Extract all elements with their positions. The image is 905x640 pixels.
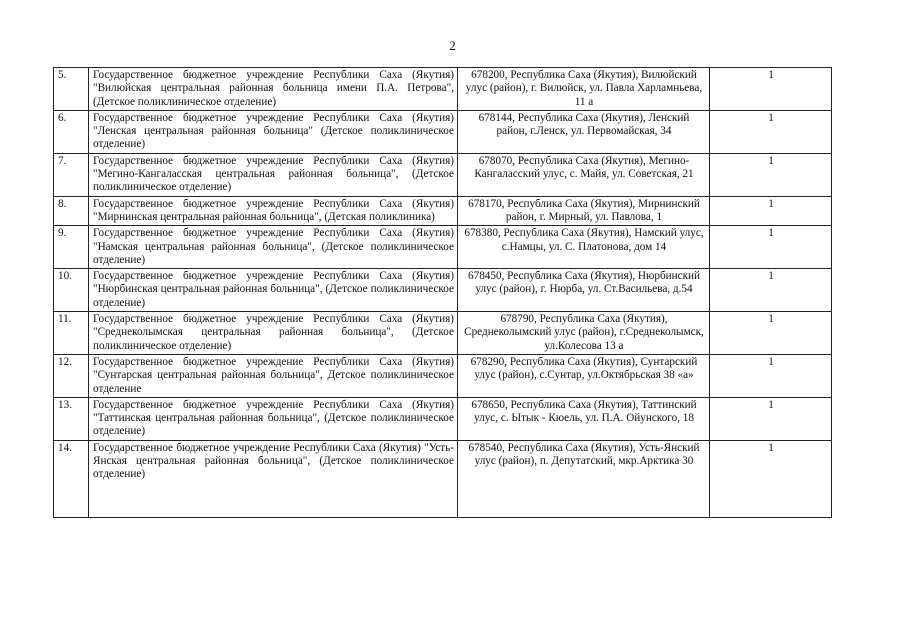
row-number: 14. (54, 440, 89, 517)
row-number: 10. (54, 269, 89, 312)
table-row (54, 68, 832, 111)
institution-count: 1 (710, 68, 832, 111)
row-number: 11. (54, 312, 89, 355)
row-number: 5. (54, 68, 89, 111)
institution-name: Государственное бюджетное учреждение Республики Саха (Якутия) "Мирнинская центральная районная больница", (Детская поликлиника) (89, 196, 458, 226)
institution-count: 1 (710, 312, 832, 355)
institutions-table (53, 67, 832, 518)
table-row (54, 312, 832, 355)
table-row (54, 440, 832, 517)
institution-name: Государственное бюджетное учреждение Республики Саха (Якутия) "Среднеколымская центральная районная больница", (Детское поликлиническое отделение) (89, 312, 458, 355)
institution-count: 1 (710, 153, 832, 196)
institution-address: 678070, Республика Саха (Якутия), Мегино-Кангаласский улус, с. Майя, ул. Советская, 21 (458, 153, 710, 196)
institution-address: 678540, Республика Саха (Якутия), Усть-Янский улус (район), п. Депутатский, мкр.Арктика 30 (458, 440, 710, 517)
table-row (54, 153, 832, 196)
institution-count: 1 (710, 440, 832, 517)
table-row (54, 196, 832, 226)
institution-name: Государственное бюджетное учреждение Республики Саха (Якутия) "Вилюйская центральная районная больница имени П.А. Петрова", (Детское поликлиническое отделение) (89, 68, 458, 111)
page-number: 2 (449, 38, 456, 53)
table-row (54, 269, 832, 312)
table-row (54, 110, 832, 153)
institution-name: Государственное бюджетное учреждение Республики Саха (Якутия) "Усть-Янская центральная районная больница", (Детское поликлиническое отделение) (89, 440, 458, 517)
row-number: 12. (54, 354, 89, 397)
institution-address: 678144, Республика Саха (Якутия), Ленский район, г.Ленск, ул. Первомайская, 34 (458, 110, 710, 153)
institution-name: Государственное бюджетное учреждение Республики Саха (Якутия) "Ленская центральная районная больница" (Детское поликлиническое отделение) (89, 110, 458, 153)
table-row (54, 226, 832, 269)
institution-count: 1 (710, 110, 832, 153)
institution-count: 1 (710, 226, 832, 269)
institution-count: 1 (710, 196, 832, 226)
institution-address: 678450, Республика Саха (Якутия), Нюрбинский улус (район), г. Нюрба, ул. Ст.Васильева, д.54 (458, 269, 710, 312)
institution-address: 678380, Республика Саха (Якутия), Намский улус, с.Намцы, ул. С. Платонова, дом 14 (458, 226, 710, 269)
institution-count: 1 (710, 269, 832, 312)
institution-address: 678650, Республика Саха (Якутия), Таттинский улус, с. Ытык - Кюель, ул. П.А. Ойунского, 18 (458, 397, 710, 440)
institution-address: 678170, Республика Саха (Якутия), Мирнинский район, г. Мирный, ул. Павлова, 1 (458, 196, 710, 226)
institution-count: 1 (710, 397, 832, 440)
row-number: 6. (54, 110, 89, 153)
row-number: 8. (54, 196, 89, 226)
table-row (54, 397, 832, 440)
institution-address: 678790, Республика Саха (Якутия), Среднеколымский улус (район), г.Среднеколымск, ул.Колесова 13 а (458, 312, 710, 355)
table-row (54, 354, 832, 397)
institution-name: Государственное бюджетное учреждение Республики Саха (Якутия) "Сунтарская центральная районная больница", Детское поликлиническое отделение (89, 354, 458, 397)
row-number: 9. (54, 226, 89, 269)
institution-name: Государственное бюджетное учреждение Республики Саха (Якутия) "Нюрбинская центральная районная больница", (Детское поликлиническое отделение) (89, 269, 458, 312)
institution-name: Государственное бюджетное учреждение Республики Саха (Якутия) "Таттинская центральная районная больница", (Детское поликлиническое отделение) (89, 397, 458, 440)
institution-address: 678290, Республика Саха (Якутия), Сунтарский улус (район), с.Сунтар, ул.Октябрьская 38 «а» (458, 354, 710, 397)
row-number: 13. (54, 397, 89, 440)
institution-name: Государственное бюджетное учреждение Республики Саха (Якутия) "Мегино-Кангаласская центральная районная больница", (Детское поликлиническое отделение) (89, 153, 458, 196)
institution-count: 1 (710, 354, 832, 397)
row-number: 7. (54, 153, 89, 196)
institution-name: Государственное бюджетное учреждение Республики Саха (Якутия) "Намская центральная районная больница", (Детское поликлиническое отделение) (89, 226, 458, 269)
institution-address: 678200, Республика Саха (Якутия), Вилюйский улус (район), г. Вилюйск, ул. Павла Харламньева, 11 а (458, 68, 710, 111)
